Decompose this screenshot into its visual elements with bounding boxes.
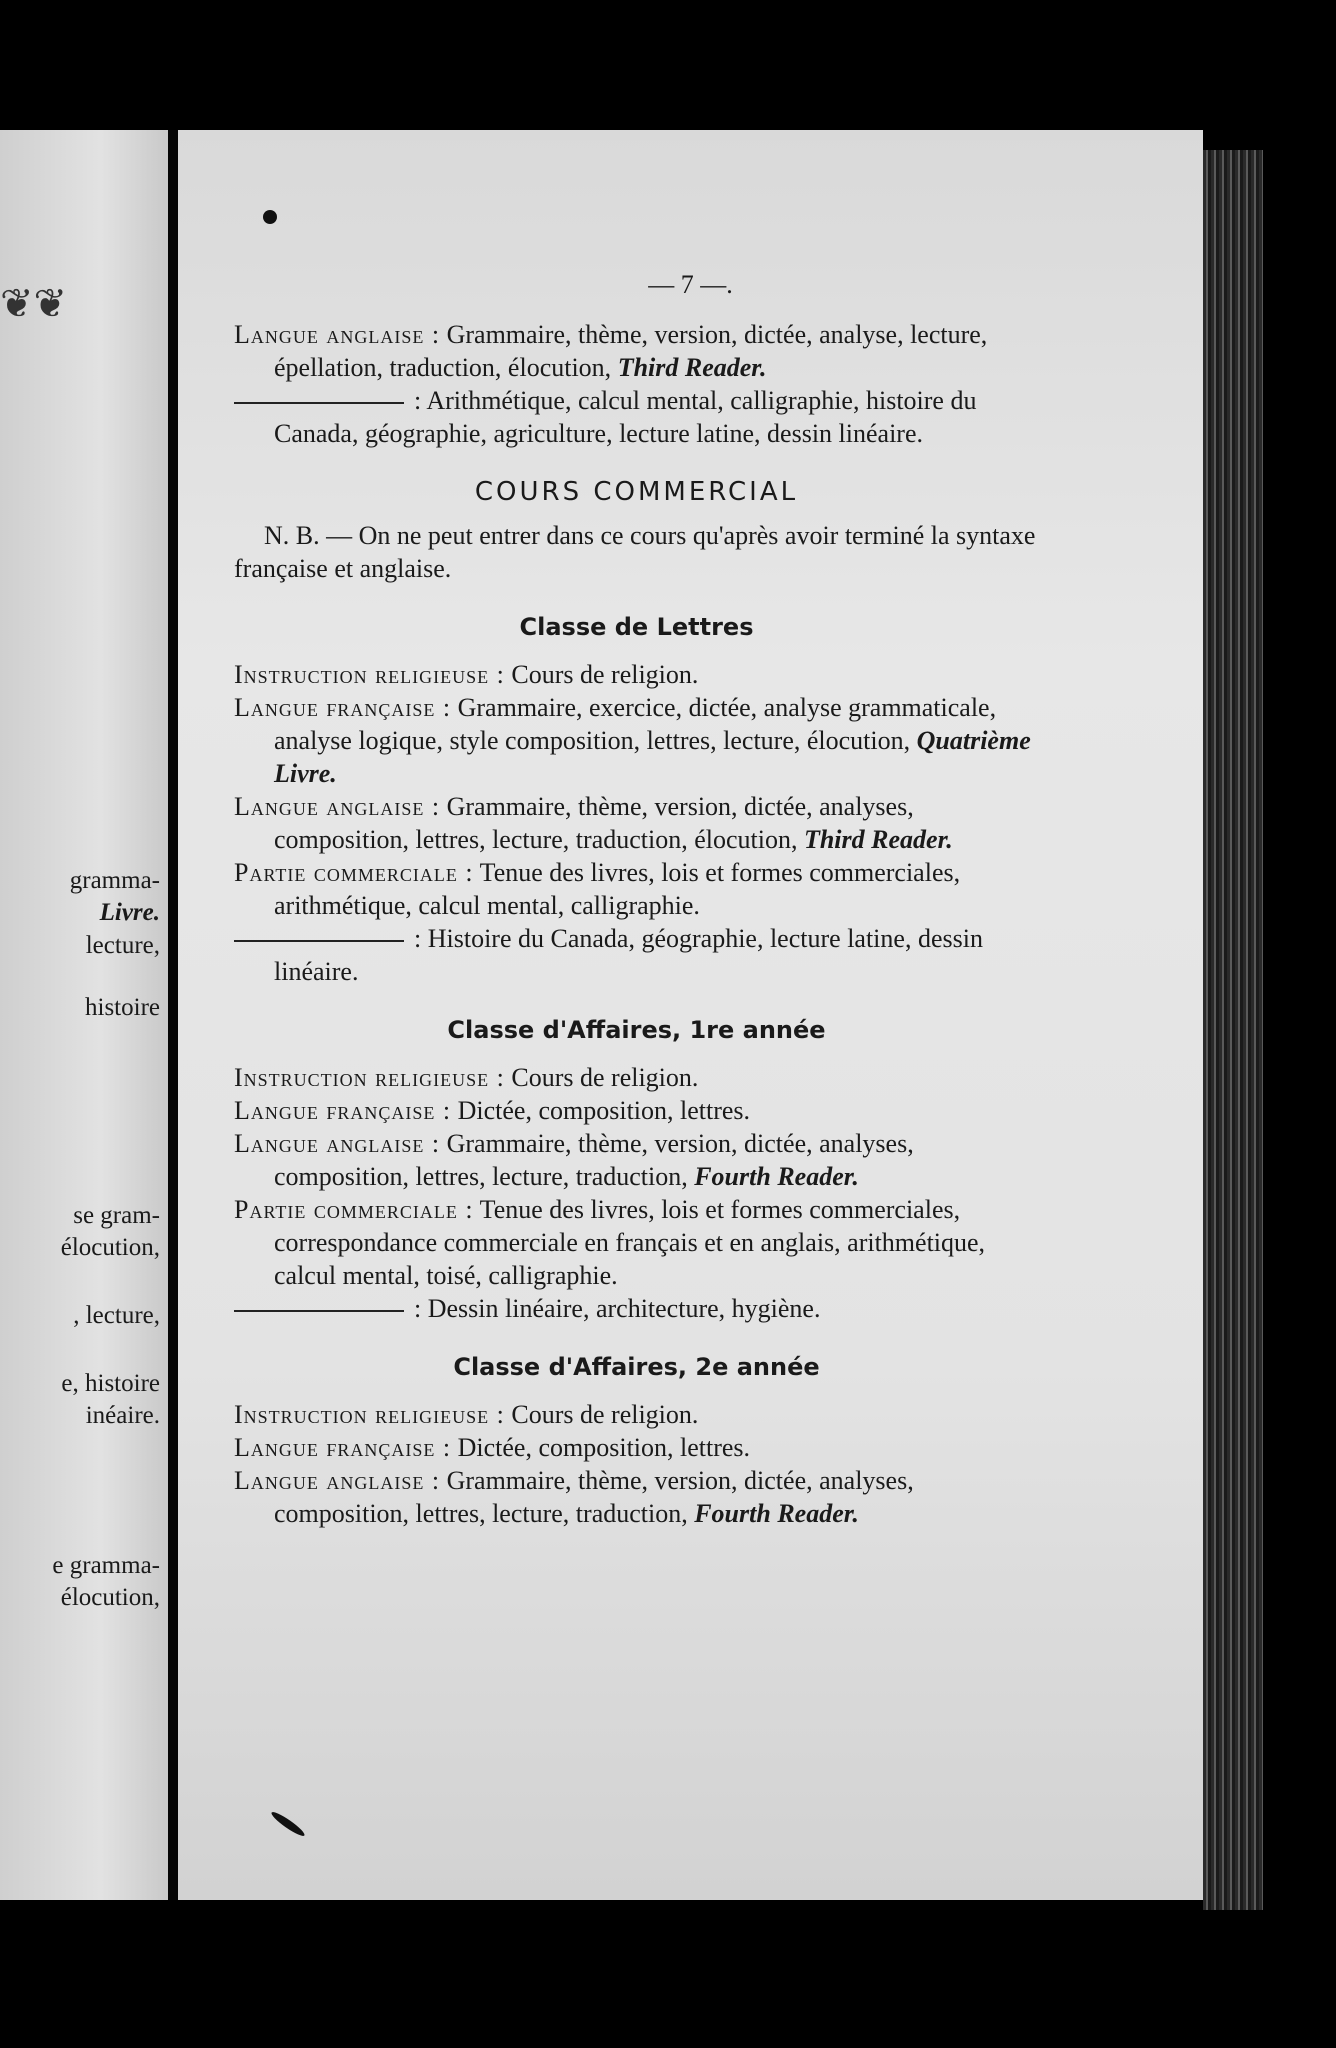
entry-book: Third Reader. — [803, 825, 953, 854]
entry-text: Tenue des livres, lois et formes commerciales, correspondance commerciale en français et en anglais, arithmétique, calcul mental, toisé, calligraphie. — [274, 1195, 986, 1290]
entry-label: Instruction religieuse : — [234, 660, 505, 689]
entry-text: Tenue des livres, lois et formes commerciales, arithmétique, calcul mental, calligraphie. — [274, 858, 961, 920]
entry — [234, 1292, 1039, 1325]
ink-smudge — [269, 1809, 306, 1838]
entry-label: Langue anglaise : — [234, 320, 441, 349]
page-number: — 7 —. — [648, 270, 733, 299]
entry-label: Langue française : — [234, 1433, 452, 1462]
entry-text: Dictée, composition, lettres. — [457, 1096, 751, 1125]
book-gutter — [168, 130, 178, 1900]
entry — [234, 691, 1039, 790]
class-title: Classe de Lettres — [519, 613, 754, 641]
entry — [234, 1127, 1039, 1193]
entry-book: Fourth Reader. — [694, 1162, 859, 1191]
entry — [234, 1094, 1039, 1127]
left-fragment: se gram- — [73, 1202, 160, 1229]
entry-book: Quatrième Livre. — [274, 726, 1031, 788]
entry-text: Cours de religion. — [511, 1400, 699, 1429]
entry-text: Dictée, composition, lettres. — [457, 1433, 751, 1462]
left-fragment: e gramma- — [52, 1552, 160, 1579]
entry-book: Fourth Reader. — [694, 1499, 859, 1528]
entry — [234, 384, 1039, 450]
page-content — [234, 318, 1039, 1530]
left-page — [0, 130, 168, 1900]
entry-label: Langue anglaise : — [234, 792, 441, 821]
class-title: Classe d'Affaires, 2e année — [453, 1353, 820, 1381]
left-fragment: e, histoire — [61, 1370, 160, 1397]
left-fragment: Livre. — [99, 899, 160, 926]
ink-spot — [263, 210, 277, 224]
section-title: COURS COMMERCIAL — [474, 477, 799, 507]
entry — [234, 790, 1039, 856]
left-fragment: élocution, — [60, 1584, 160, 1611]
entry-text: Arithmétique, calcul mental, calligraphie, histoire du Canada, géographie, agriculture, lecture latine, dessin linéaire. — [274, 386, 977, 448]
entry-book: Third Reader. — [617, 353, 767, 382]
left-fragment: lecture, — [85, 932, 160, 959]
left-fragment: , lecture, — [73, 1302, 160, 1329]
entry — [234, 922, 1039, 988]
ditto-dash — [234, 402, 404, 404]
entry — [234, 1061, 1039, 1094]
entry — [234, 856, 1039, 922]
entry — [234, 1193, 1039, 1292]
entry-text: Dessin linéaire, architecture, hygiène. — [427, 1294, 821, 1323]
left-fragment: élocution, — [60, 1234, 160, 1261]
left-fragment: gramma- — [69, 867, 160, 894]
entry-text: Histoire du Canada, géographie, lecture latine, dessin linéaire. — [274, 924, 983, 986]
entry — [234, 1464, 1039, 1530]
left-fragment: inéaire. — [85, 1402, 160, 1429]
entry-label: : — [414, 924, 422, 953]
entry-label: Partie commerciale : — [234, 858, 474, 887]
entry-text: Grammaire, thème, version, dictée, analyse, lecture, épellation, traduction, élocution, — [274, 320, 988, 382]
ditto-dash — [234, 1310, 404, 1312]
entry-text: Cours de religion. — [511, 1063, 699, 1092]
entry-text: Grammaire, thème, version, dictée, analyses, composition, lettres, lecture, traduction, — [274, 1129, 914, 1191]
entry-text: Grammaire, exercice, dictée, analyse grammaticale, analyse logique, style composition, lettres, lecture, élocution, — [274, 693, 997, 755]
class-title: Classe d'Affaires, 1re année — [447, 1016, 826, 1044]
entry — [234, 1398, 1039, 1431]
section-note: N. B. — On ne peut entrer dans ce cours qu'après avoir terminé la syntaxe française et anglaise. — [234, 521, 1036, 583]
entry-label: Langue anglaise : — [234, 1466, 441, 1495]
entry-label: Partie commerciale : — [234, 1195, 474, 1224]
entry-text: Cours de religion. — [511, 660, 699, 689]
ditto-dash — [234, 940, 404, 942]
entry — [234, 1431, 1039, 1464]
right-page — [178, 130, 1203, 1900]
entry — [234, 658, 1039, 691]
entry-label: Langue anglaise : — [234, 1129, 441, 1158]
ornament-icon: ❦❦ — [0, 281, 68, 326]
entry-label: Instruction religieuse : — [234, 1400, 505, 1429]
entry-text: Grammaire, thème, version, dictée, analyses, composition, lettres, lecture, traduction, élocution, — [274, 792, 914, 854]
left-fragment: histoire — [85, 994, 160, 1021]
entry-label: Langue française : — [234, 693, 452, 722]
entry-text: Grammaire, thème, version, dictée, analyses, composition, lettres, lecture, traduction, — [274, 1466, 914, 1528]
entry-label: Langue française : — [234, 1096, 452, 1125]
entry — [234, 318, 1039, 384]
page-edges — [1203, 150, 1263, 1910]
entry-label: Instruction religieuse : — [234, 1063, 505, 1092]
entry-label: : — [414, 1294, 422, 1323]
entry-label: : — [414, 386, 422, 415]
